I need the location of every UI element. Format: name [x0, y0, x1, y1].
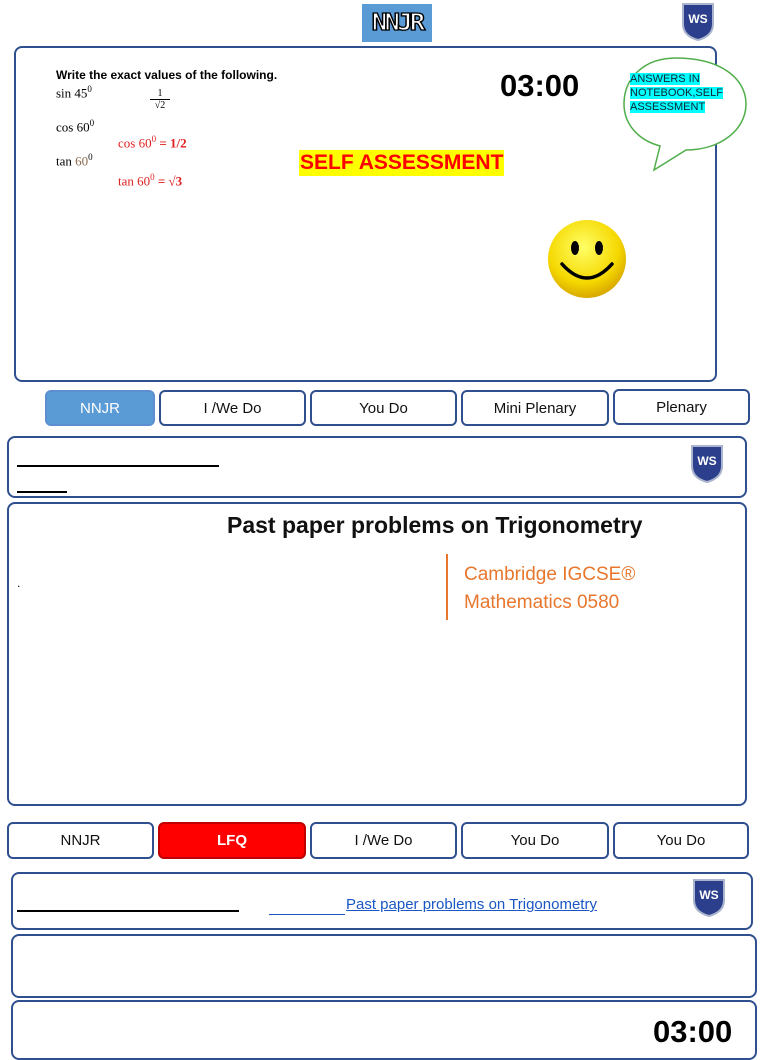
- bubble-text: ANSWERS IN NOTEBOOK,SELF ASSESSMENT: [630, 73, 723, 113]
- slide4-timer: 03:00: [653, 1014, 733, 1049]
- header-line-long: [17, 465, 219, 467]
- nav1-youdo-button[interactable]: You Do: [310, 390, 457, 426]
- nav1-plenary-button[interactable]: Plenary: [613, 389, 750, 425]
- nnjr-logo-text: NNJR: [371, 9, 423, 37]
- cambridge-line1: Cambridge IGCSE®: [464, 564, 636, 585]
- slide3-panel: [11, 934, 757, 998]
- nav2-iwedo-button[interactable]: I /We Do: [310, 822, 457, 859]
- nav1-nnjr-button[interactable]: NNJR: [45, 390, 155, 426]
- slide4-panel: [11, 1000, 757, 1060]
- svg-text:WS: WS: [699, 888, 719, 902]
- slide1-panel: [14, 46, 723, 382]
- timer: 03:00: [500, 68, 580, 103]
- ws-shield-icon: [689, 444, 725, 484]
- instruction-text: Write the exact values of the following.: [56, 68, 278, 82]
- smiley-face-icon: [546, 218, 628, 300]
- nav1-mini-plenary-button[interactable]: Mini Plenary: [461, 390, 609, 426]
- slide3-header-line: [17, 910, 239, 912]
- header-line-short: [17, 491, 67, 493]
- answer-sin-fraction: 1 √2: [150, 88, 170, 112]
- svg-text:WS: WS: [697, 454, 717, 468]
- stray-dot: .: [17, 576, 21, 590]
- nav1-iwedo-button[interactable]: I /We Do: [159, 390, 306, 426]
- slide3-header-panel: [11, 872, 753, 930]
- nnjr-logo: [362, 4, 432, 42]
- cambridge-line2: Mathematics 0580: [464, 592, 620, 613]
- svg-text:WS: WS: [688, 12, 708, 26]
- question-tan: $\tan 60^0$: [56, 152, 93, 169]
- nav2-youdo-button[interactable]: You Do: [461, 822, 609, 859]
- nav2-nnjr-button[interactable]: NNJR: [7, 822, 154, 859]
- question-cos: $\cos 60^0$: [56, 118, 95, 135]
- answer-tan: $\tan 60^0 = √3$: [118, 172, 183, 189]
- question-sin: $\sin 45^0$: [56, 84, 92, 101]
- ws-shield-icon: [691, 878, 727, 918]
- nav2-lfq-button[interactable]: LFQ: [158, 822, 306, 859]
- slide2-panel: [7, 502, 747, 806]
- answer-cos: $\cos 60^0 = 1/2$: [118, 134, 187, 151]
- nav2-youdo-button-2[interactable]: You Do: [613, 822, 749, 859]
- cambridge-divider: [446, 554, 448, 620]
- self-assessment-heading: SELF ASSESSMENT: [300, 151, 504, 174]
- past-paper-link[interactable]: Past paper problems on Trigonometry: [346, 896, 597, 913]
- ws-shield-icon: [680, 2, 716, 42]
- slide2-header-panel: [7, 436, 747, 498]
- slide3-link-underline-lead: [269, 914, 345, 915]
- slide2-title: Past paper problems on Trigonometry: [227, 512, 643, 538]
